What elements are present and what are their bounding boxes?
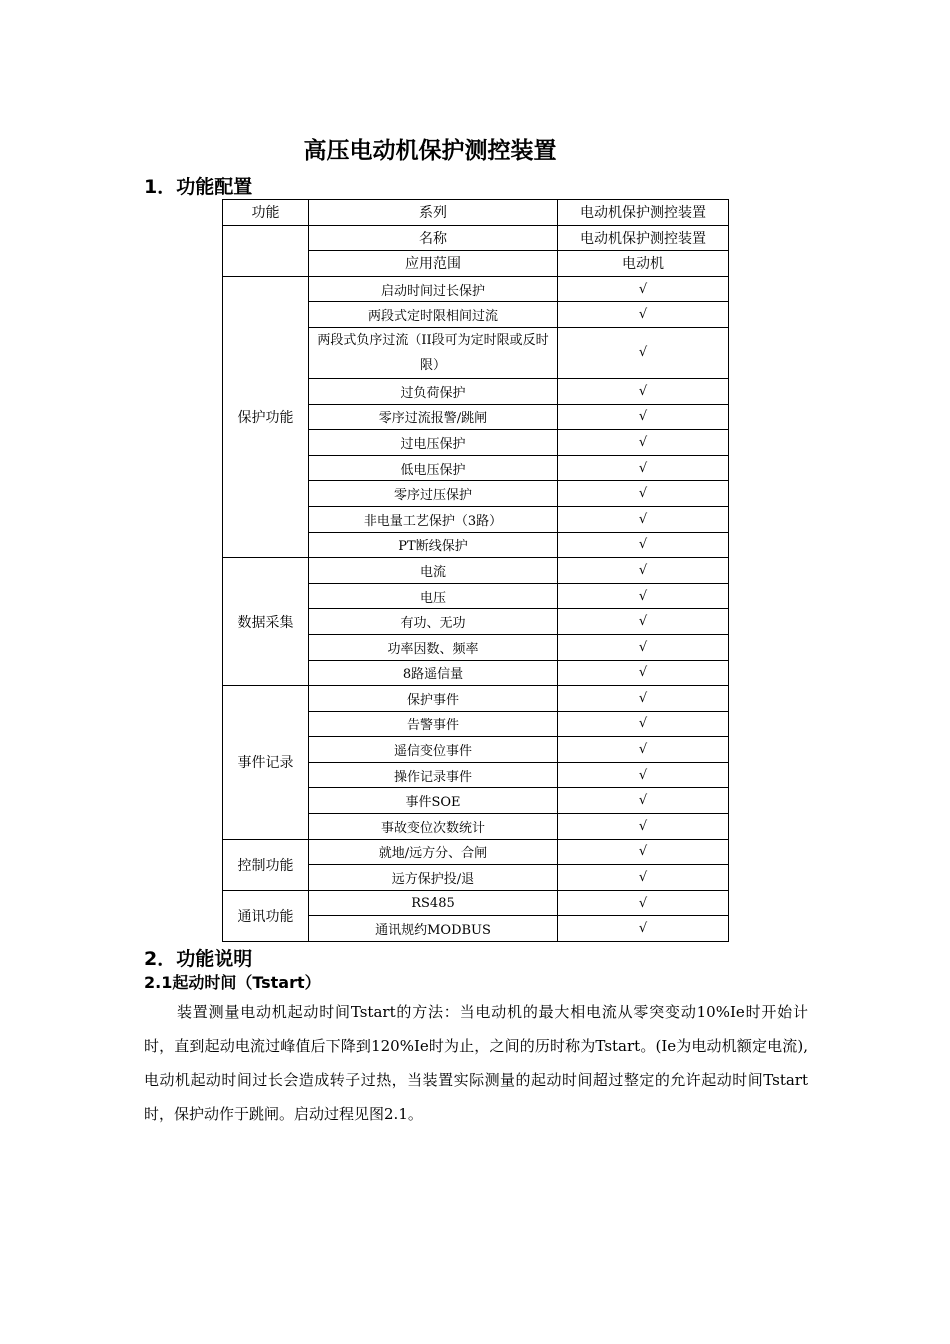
table-row — [223, 276, 729, 302]
function-item-label: 零序过流报警/跳闸 — [309, 404, 558, 430]
document-title: 高压电动机保护测控装置 — [303, 138, 557, 164]
table-row — [223, 686, 729, 712]
function-item-label: 通讯规约MODBUS — [309, 916, 558, 942]
category-cell: 事件记录 — [223, 686, 309, 840]
checkmark-cell: √ — [558, 378, 729, 404]
header-function: 功能 — [223, 200, 309, 226]
function-item-label: 电流 — [309, 558, 558, 584]
category-cell: 数据采集 — [223, 558, 309, 686]
checkmark-cell: √ — [558, 532, 729, 558]
checkmark-cell: √ — [558, 660, 729, 686]
function-config-table — [222, 199, 729, 942]
info-label: 应用范围 — [309, 251, 558, 277]
section-heading-description: 2．功能说明 — [144, 948, 253, 970]
checkmark-cell: √ — [558, 890, 729, 916]
checkmark-cell: √ — [558, 711, 729, 737]
table-row — [223, 225, 729, 251]
checkmark-cell: √ — [558, 865, 729, 891]
checkmark-cell: √ — [558, 558, 729, 584]
header-series: 系列 — [309, 200, 558, 226]
function-item-label: 低电压保护 — [309, 455, 558, 481]
section-heading-config: 1．功能配置 — [144, 176, 253, 198]
function-item-label: 两段式定时限相间过流 — [309, 302, 558, 328]
table-row — [223, 839, 729, 865]
function-item-label: 过负荷保护 — [309, 378, 558, 404]
checkmark-cell: √ — [558, 506, 729, 532]
table-row — [223, 890, 729, 916]
function-item-label: 非电量工艺保护（3路） — [309, 506, 558, 532]
function-item-label: 事故变位次数统计 — [309, 814, 558, 840]
description-paragraph: 装置测量电动机起动时间Tstart的方法：当电动机的最大相电流从零突变动10%Ie时开始计时，直到起动电流过峰值后下降到120%Ie时为止，之间的历时称为Tstart。(Ie为电动机额定电流),电动机起动时间过长会造成转子过热，当装置实际测量的起动时间超过整定的允许起动时间Tstart时，保护动作于跳闸。启动过程见图2.1。 — [144, 1003, 808, 1123]
info-value: 电动机 — [558, 251, 729, 277]
function-item-label: 零序过压保护 — [309, 481, 558, 507]
function-item-label: 电压 — [309, 583, 558, 609]
checkmark-cell: √ — [558, 814, 729, 840]
function-item-label: 保护事件 — [309, 686, 558, 712]
function-item-label: 远方保护投/退 — [309, 865, 558, 891]
info-empty-cell — [223, 225, 309, 276]
checkmark-cell: √ — [558, 481, 729, 507]
function-item-label: 功率因数、频率 — [309, 634, 558, 660]
checkmark-cell: √ — [558, 839, 729, 865]
checkmark-cell: √ — [558, 404, 729, 430]
checkmark-cell: √ — [558, 737, 729, 763]
function-item-label: 事件SOE — [309, 788, 558, 814]
checkmark-cell: √ — [558, 762, 729, 788]
checkmark-cell: √ — [558, 788, 729, 814]
function-item-label: 8路遥信量 — [309, 660, 558, 686]
checkmark-cell: √ — [558, 609, 729, 635]
table-header-row — [223, 200, 729, 226]
sub-heading-start-time: 2.1起动时间（Tstart） — [144, 973, 321, 992]
checkmark-cell: √ — [558, 430, 729, 456]
checkmark-cell: √ — [558, 916, 729, 942]
checkmark-cell: √ — [558, 302, 729, 328]
category-cell: 保护功能 — [223, 276, 309, 557]
function-item-label: 告警事件 — [309, 711, 558, 737]
checkmark-cell: √ — [558, 276, 729, 302]
function-item-label: PT断线保护 — [309, 532, 558, 558]
checkmark-cell: √ — [558, 455, 729, 481]
function-item-label: 遥信变位事件 — [309, 737, 558, 763]
table-row — [223, 558, 729, 584]
checkmark-cell: √ — [558, 327, 729, 378]
function-item-label: 就地/远方分、合闸 — [309, 839, 558, 865]
checkmark-cell: √ — [558, 686, 729, 712]
function-item-label: RS485 — [309, 890, 558, 916]
checkmark-cell: √ — [558, 634, 729, 660]
info-label: 名称 — [309, 225, 558, 251]
category-cell: 控制功能 — [223, 839, 309, 890]
function-item-label: 操作记录事件 — [309, 762, 558, 788]
function-item-label: 有功、无功 — [309, 609, 558, 635]
checkmark-cell: √ — [558, 583, 729, 609]
function-item-label: 过电压保护 — [309, 430, 558, 456]
category-cell: 通讯功能 — [223, 890, 309, 941]
info-value: 电动机保护测控装置 — [558, 225, 729, 251]
function-item-label: 两段式负序过流（II段可为定时限或反时限） — [309, 327, 558, 378]
header-series-value: 电动机保护测控装置 — [558, 200, 729, 226]
function-item-label: 启动时间过长保护 — [309, 276, 558, 302]
